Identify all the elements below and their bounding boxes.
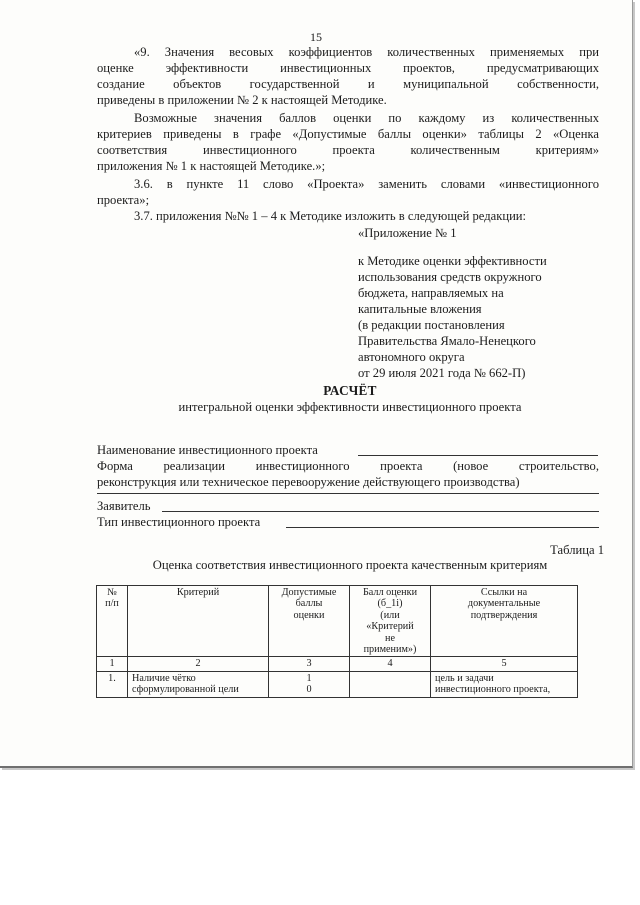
paragraph-3-7: 3.7. приложения №№ 1 – 4 к Методике изложить в следующей редакции: — [134, 209, 527, 223]
applicant-fill-line — [162, 511, 599, 512]
project-name-label: Наименование инвестиционного проекта — [97, 443, 318, 457]
header-text: подтверждения — [470, 609, 538, 621]
paragraph-scores-line-3: соответствия инвестиционного проекта количественным критериям» — [97, 143, 599, 157]
appendix-line: от 29 июля 2021 года № 662-П) — [358, 366, 526, 380]
header-references — [431, 586, 578, 657]
column-number: 5 — [431, 657, 578, 671]
project-type-fill-line — [286, 527, 599, 528]
header-score — [350, 586, 431, 657]
header-allowed-scores — [269, 586, 350, 657]
header-number — [97, 586, 128, 657]
form-realization-fill-line — [97, 493, 599, 494]
column-number: 1 — [97, 657, 128, 671]
table-row — [97, 671, 578, 697]
reference-text: цель и задачи — [435, 672, 494, 684]
project-name-fill-line — [358, 455, 598, 456]
header-text: п/п — [105, 598, 119, 610]
appendix-line: автономного округа — [358, 350, 465, 364]
header-text: не — [385, 632, 395, 644]
paragraph-scores-line-1: Возможные значения баллов оценки по каждому из количественных — [134, 111, 599, 125]
document-subtitle: интегральной оценки эффективности инвестиционного проекта — [178, 400, 522, 414]
project-type-label: Тип инвестиционного проекта — [97, 515, 261, 529]
row-references — [431, 671, 578, 697]
paragraph-9-line-4: приведены в приложении № 2 к настоящей Методике. — [97, 93, 387, 107]
table-header-row — [97, 586, 578, 657]
appendix-line: капитальные вложения — [358, 302, 482, 316]
appendix-line: Правительства Ямало-Ненецкого — [358, 334, 536, 348]
page-number: 15 — [310, 30, 322, 44]
table-label: Таблица 1 — [550, 543, 604, 557]
header-text: Допустимые — [281, 587, 337, 598]
header-text: (б_1i) — [377, 598, 403, 610]
criterion-text: Наличие чётко — [132, 672, 196, 684]
reference-text: инвестиционного проекта, — [435, 684, 551, 696]
score-value: 1 — [306, 672, 312, 684]
header-text: № — [107, 587, 117, 598]
header-text: «Критерий — [366, 621, 414, 633]
appendix-line: бюджета, направляемых на — [358, 286, 504, 300]
header-criterion — [128, 586, 269, 657]
paragraph-9-line-1: «9. Значения весовых коэффициентов количественных применяемых при — [134, 45, 599, 59]
table-caption: Оценка соответствия инвестиционного проекта качественным критериям — [152, 558, 548, 572]
row-number: 1. — [97, 671, 128, 697]
form-realization-line-1: Форма реализации инвестиционного проекта (новое строительство, — [97, 459, 599, 473]
header-text: оценки — [293, 609, 325, 621]
row-allowed-scores — [269, 671, 350, 697]
column-number: 3 — [269, 657, 350, 671]
row-criterion — [128, 671, 269, 697]
criterion-text: сформулированной цели — [132, 684, 239, 696]
criteria-table — [96, 585, 578, 698]
header-text: применим») — [363, 644, 417, 656]
form-realization-line-2: реконструкция или техническое перевооружение действующего производства) — [97, 475, 520, 489]
header-text: документальные — [467, 598, 541, 610]
header-text: Ссылки на — [480, 587, 528, 598]
header-text: (или — [380, 609, 400, 621]
column-number: 4 — [350, 657, 431, 671]
header-text: баллы — [295, 598, 323, 610]
paragraph-9-line-3: создание объектов государственной и муниципальной собственности, — [97, 77, 599, 91]
appendix-title: «Приложение № 1 — [358, 226, 457, 240]
appendix-line: к Методике оценки эффективности — [358, 254, 547, 268]
appendix-line: использования средств окружного — [358, 270, 542, 284]
paragraph-scores-line-2: критериев приведены в графе «Допустимые баллы оценки» таблицы 2 «Оценка — [97, 127, 599, 141]
row-score — [350, 671, 431, 697]
document-title: РАСЧЁТ — [323, 383, 377, 398]
column-number: 2 — [128, 657, 269, 671]
paragraph-3-6-line-2: проекта»; — [97, 193, 150, 207]
appendix-line: (в редакции постановления — [358, 318, 505, 332]
score-value: 0 — [306, 684, 312, 696]
applicant-label: Заявитель — [97, 499, 151, 513]
table-column-numbers-row — [97, 657, 578, 671]
paragraph-scores-line-4: приложения № 1 к настоящей Методике.»; — [97, 159, 326, 173]
paragraph-3-6-line-1: 3.6. в пункте 11 слово «Проекта» заменить словами «инвестиционного — [134, 177, 599, 191]
header-text: Критерий — [176, 587, 220, 598]
paragraph-9-line-2: оценке эффективности инвестиционных проектов, предусматривающих — [97, 61, 599, 75]
header-text: Балл оценки — [362, 587, 418, 598]
